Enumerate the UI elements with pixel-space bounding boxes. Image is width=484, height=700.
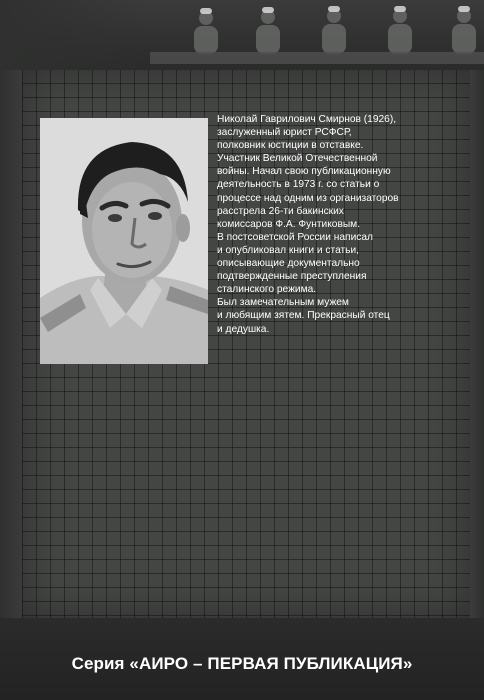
bio-line: деятельность в 1973 г. со статьи о <box>217 179 380 191</box>
series-title: Серия «АИРО – ПЕРВАЯ ПУБЛИКАЦИЯ» <box>71 654 413 673</box>
bio-line: В постсоветской России написал <box>217 231 373 243</box>
bio-line: сталинского режима. <box>217 284 317 296</box>
bio-line: комиссаров Ф.А. Фунтиковым. <box>217 218 361 230</box>
bio-line: и любящим зятем. Прекрасный отец <box>217 310 390 322</box>
bio-line: заслуженный юрист РСФСР, <box>217 127 352 139</box>
bio-line: и опубликовал книги и статьи, <box>217 244 360 256</box>
group-photo-image <box>0 0 484 70</box>
bio-line: подтвержденные преступления <box>217 271 367 283</box>
bio-line: войны. Начал свою публикационную <box>217 166 391 178</box>
author-biography <box>217 113 467 336</box>
bio-line: полковник юстиции в отставке. <box>217 140 364 152</box>
bio-line: и дедушка. <box>217 323 270 335</box>
bio-line: расстрела 26-ти бакинских <box>217 205 344 217</box>
panel-right-edge <box>470 70 484 618</box>
bio-line: Участник Великой Отечественной <box>217 153 378 165</box>
bio-line: Был замечательным мужем <box>217 297 349 309</box>
panel-left-edge <box>0 70 22 618</box>
top-photo-strip <box>0 0 484 70</box>
author-portrait <box>40 118 208 364</box>
bio-line: Николай Гаврилович Смирнов (1926), <box>217 114 397 125</box>
bio-line: описывающие документально <box>217 258 360 270</box>
bio-line: процессе над одним из организаторов <box>217 192 399 204</box>
portrait-photo <box>40 118 208 364</box>
